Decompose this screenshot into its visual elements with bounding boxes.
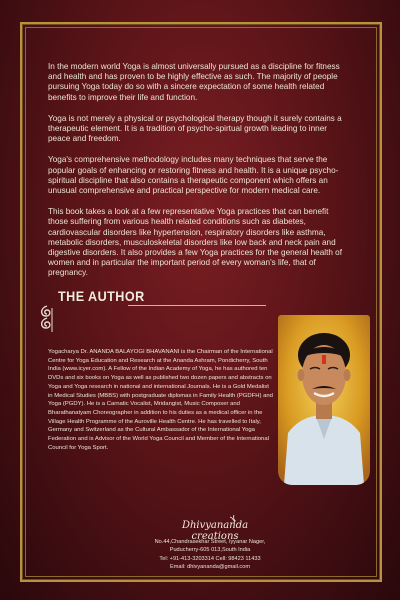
publisher-address xyxy=(150,538,270,571)
description-paragraph: In the modern world Yoga is almost universally pursued as a discipline for fitness and health and has proven to be highly effective as such. The majority of people pursuing Yoga today do so with a sincere expectation of some health related benefits to improve their life and function. xyxy=(48,62,340,102)
description-paragraph: Yoga's comprehensive methodology includes many techniques that serve the popular goals of enhancing or restoring fitness and health. It is a unique psycho-spiritual discipline that also contains a therapeutic component which offers an unusual comprehensive and practical perspective for modern medical care. xyxy=(48,155,339,196)
address-line: No.44,Chandrasekhar Street, Iyyanar Nager, xyxy=(154,539,266,545)
ornament-swirl-icon xyxy=(36,304,58,334)
description-paragraph: Yoga is not merely a physical or psychological therapy though it surely contains a therapeutic element. It is a tradition of psycho-spirtual growth leading to inner peace and freedom. xyxy=(48,113,342,144)
author-bio xyxy=(48,348,274,452)
publisher-name: Dhivyananda creations xyxy=(181,520,249,542)
address-line: Puducherry-605 013,South India xyxy=(169,547,251,554)
author-heading: THE AUTHOR xyxy=(58,288,145,304)
description-paragraph: This book takes a look at a few representative Yoga practices that can benefit those suffering from various health related conditions such as diabetes, cardiovascular disorders like hypertension, respiratory disorders like asthma, metabolic disorders, musculoskeletal disorders like low back and neck pain and digestive disorders. It also provides a few Yoga practices for the general health of women and in particular the important period of every woman's life, that of pregnancy. xyxy=(48,207,343,278)
address-line: Tel: +91-413-3203314 Cell: 98423 11433 xyxy=(159,555,261,562)
address-line: Email: dhivyananda@gmail.com xyxy=(170,563,250,570)
author-photo xyxy=(278,315,370,485)
author-bio-text: Yogacharya Dr. ANANDA BALAYOGI BHAVANANI is the Chairman of the International Centre for Yoga Education and Research at the Ananda Ashram, Pondicherry, South India (www.icyer.com). A Fellow of the Indian Academy of Yoga, he has authored ten DVDs and six books on Yoga as well as published two dozen papers and abstracts on Yoga and Yoga research in national and international Journals. He is a Gold Medalist in Medical Studies (MBBS) with postgraduate diplomas in Family Health (PGDFH) and Yoga (PGDY). He is a Carnatic Vocalist, Mridangist, Music Composer and Bharathanatyam Choreographer in addition to his duties as a medical officer in the Village Health Programme of the Auroville Health Centre. He has travelled to Italy, Germany and Switzerland as the Cultural Ambassador of the International Yoga Federation and is Advisor of the World Yoga Council and Member of the International Council for Yoga Sport. xyxy=(48,349,273,451)
book-description xyxy=(48,62,348,290)
author-heading-rule xyxy=(128,305,266,306)
